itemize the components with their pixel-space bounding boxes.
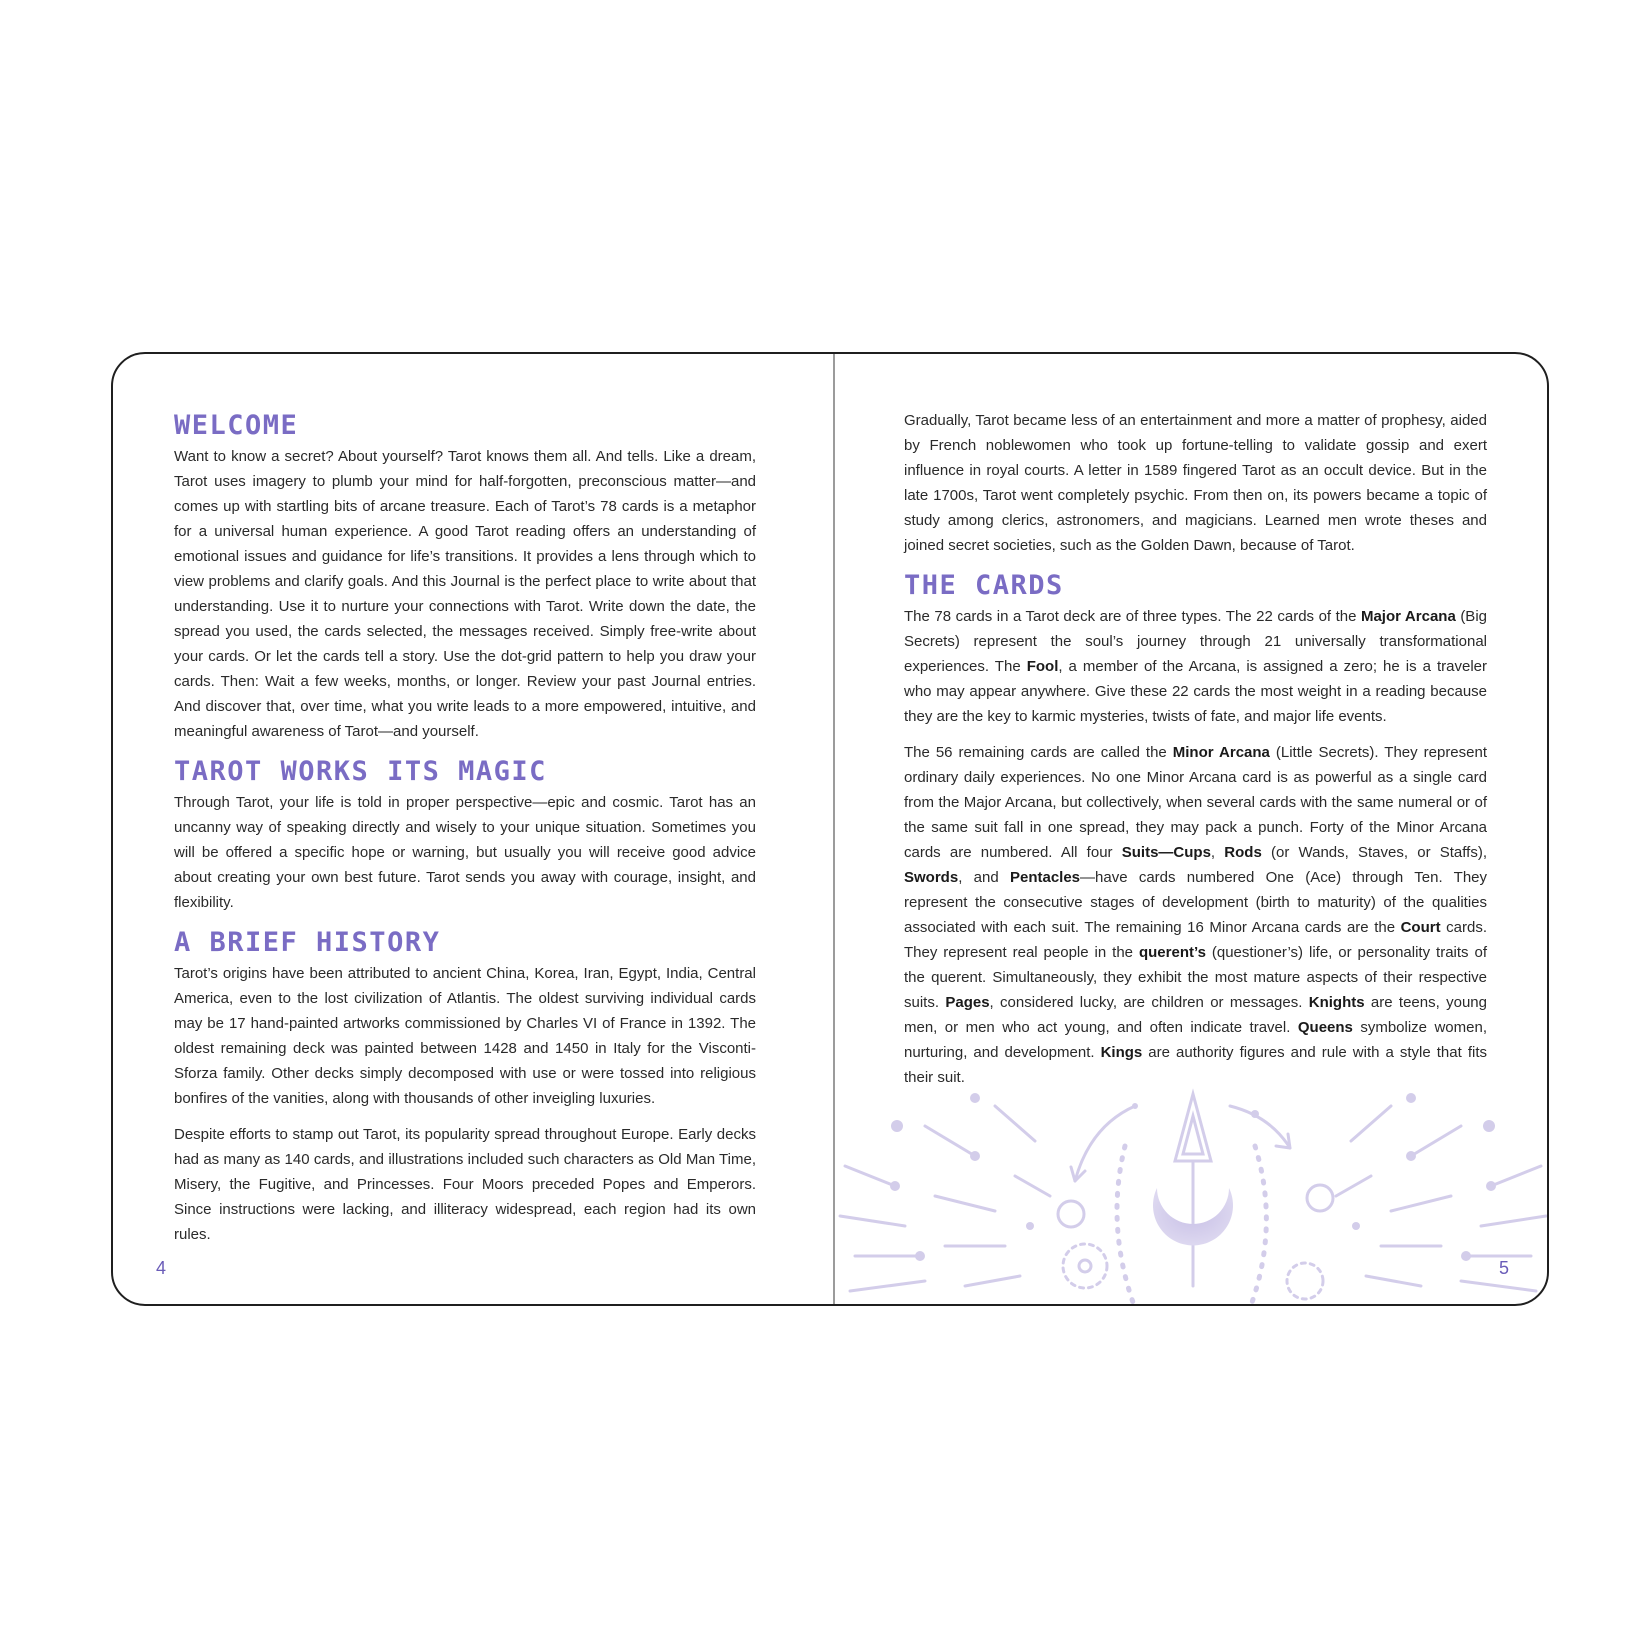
right-text-column (904, 408, 1487, 1090)
page-number-right: 5 (1498, 1258, 1509, 1278)
history-paragraph-2: Despite efforts to stamp out Tarot, its popularity spread throughout Europe. Early decks had as many as 140 cards, and illustrations included such characters as Old Man Time, Misery, the Fugitive, and Princesses. Four Moors preceded Popes and Emperors. Since instructions were lacking, and illiteracy widespread, each region had its own rules. (174, 1126, 756, 1243)
left-text-column (174, 408, 756, 1247)
left-page (113, 354, 833, 1304)
page-number-left: 4 (156, 1258, 167, 1278)
heading-a-brief-history: A BRIEF HISTORY (174, 927, 441, 958)
welcome-paragraph: Want to know a secret? About yourself? Tarot knows them all. And tells. Like a dream, Tarot uses imagery to plumb your mind for half-forgotten, preconscious matter—and comes up with startling bits of arcane treasure. Each of Tarot’s 78 cards is a metaphor for a universal human experience. A good Tarot reading offers an understanding of emotional issues and guidance for life’s transitions. It provides a lens through which to view problems and clarify goals. And this Journal is the perfect place to write about that understanding. Use it to nurture your connections with Tarot. Write down the date, the spread you used, the cards selected, the messages received. Simply free-write about your cards. Or let the cards tell a story. Use the dot-grid pattern to help you draw your cards. Then: Wait a few weeks, months, or longer. Review your past Journal entries. And discover that, over time, what you write leads to a more empowered, intuitive, and meaningful awareness of Tarot—and yourself. (174, 448, 756, 740)
celestial-moon-illustration (835, 1086, 1549, 1306)
heading-welcome: WELCOME (174, 410, 299, 441)
history-continued-paragraph: Gradually, Tarot became less of an entertainment and more a matter of prophesy, aided by French noblewomen who took up fortune-telling to validate gossip and exert influence in royal courts. A letter in 1589 fingered Tarot as an occult device. But in the late 1700s, Tarot went completely psychic. From then on, its powers became a topic of study among clerics, astronomers, and magicians. Learned men wrote theses and joined secret societies, such as the Golden Dawn, because of Tarot. (904, 412, 1487, 554)
history-paragraph-1: Tarot’s origins have been attributed to ancient China, Korea, Iran, Egypt, India, Central America, even to the lost civilization of Atlantis. The oldest surviving individual cards may be 17 hand-painted artworks commissioned by Charles VI of France in 1392. The oldest remaining deck was painted between 1428 and 1450 in Italy for the Visconti-Sforza family. Other decks simply decomposed with use or were tossed into religious bonfires of the vanities, along with thousands of other inveigling luxuries. (174, 965, 756, 1107)
heading-the-cards: THE CARDS (904, 570, 1064, 601)
right-page (835, 354, 1549, 1304)
cards-paragraph-2: The 56 remaining cards are called the Minor Arcana (Little Secrets). They represent ordinary daily experiences. No one Minor Arcana card is as powerful as a single card from the Major Arcana, but collectively, when several cards with the same numeral or of the same suit fall in one spread, they may pack a punch. Forty of the Minor Arcana cards are numbered. All four Suits—Cups, Rods (or Wands, Staves, or Staffs), Swords, and Pentacles—have cards numbered One (Ace) through Ten. They represent the consecutive stages of development (birth to maturity) of the qualities associated with each suit. The remaining 16 Minor Arcana cards are the Court cards. They represent real people in the querent’s (questioner’s) life, or personality traits of the querent. Simultaneously, they exhibit the most mature aspects of their respective suits. Pages, considered lucky, are children or messages. Knights are teens, young men, or men who act young, and often indicate travel. Queens symbolize women, nurturing, and development. Kings are authority figures and rule with a style that fits their suit. (904, 744, 1488, 1086)
heading-tarot-works-its-magic: TAROT WORKS ITS MAGIC (174, 756, 547, 787)
book-spread (111, 352, 1549, 1306)
cards-paragraph-1: The 78 cards in a Tarot deck are of three types. The 22 cards of the Major Arcana (Big Secrets) represent the soul’s journey through 21 universally transformational experiences. The Fool, a member of the Arcana, is assigned a zero; he is a traveler who may appear anywhere. Give these 22 cards the most weight in a reading because they are the key to karmic mysteries, twists of fate, and major life events. (904, 608, 1487, 725)
magic-paragraph: Through Tarot, your life is told in proper perspective—epic and cosmic. Tarot has an uncanny way of speaking directly and wisely to your unique situation. Sometimes you will be offered a specific hope or warning, but usually you will receive good advice about creating your own best future. Tarot sends you away with courage, insight, and flexibility. (174, 794, 756, 911)
